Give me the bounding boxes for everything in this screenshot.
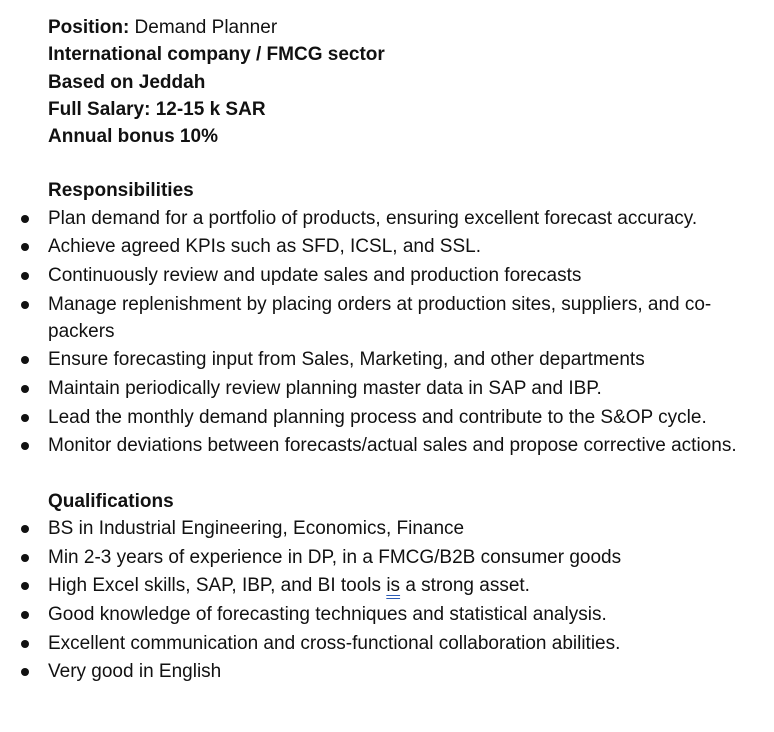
- responsibilities-list: [0, 205, 774, 460]
- bullet-icon: [21, 668, 29, 676]
- list-item-text: Monitor deviations between forecasts/actual sales and propose corrective actions.: [48, 435, 737, 457]
- position-label: Position:: [48, 17, 130, 38]
- spacer: [0, 461, 774, 488]
- list-item: [0, 658, 774, 685]
- company-line: International company / FMCG sector: [48, 44, 385, 66]
- list-item-text: Maintain periodically review planning master data in SAP and IBP.: [48, 378, 602, 400]
- list-item: [0, 205, 774, 232]
- list-item: [0, 291, 774, 346]
- list-item: [0, 601, 774, 628]
- bullet-icon: [21, 525, 29, 533]
- bullet-icon: [21, 356, 29, 364]
- bullet-icon: [21, 554, 29, 562]
- spacer: [0, 150, 774, 177]
- list-item-text: Lead the monthly demand planning process and contribute to the S&OP cycle.: [48, 406, 707, 428]
- list-item: [0, 404, 774, 431]
- list-item-text: Manage replenishment by placing orders at production sites, suppliers, and co-packers: [48, 293, 712, 342]
- bonus-line: Annual bonus 10%: [48, 126, 218, 148]
- list-item: [0, 262, 774, 289]
- list-item: [0, 346, 774, 373]
- bullet-icon: [21, 414, 29, 422]
- location-line: Based on Jeddah: [48, 71, 206, 93]
- list-item: [0, 432, 774, 459]
- job-posting-document: [0, 14, 774, 687]
- responsibilities-heading: Responsibilities: [48, 180, 194, 202]
- qualifications-heading: Qualifications: [48, 490, 174, 512]
- list-item-text: BS in Industrial Engineering, Economics, Finance: [48, 518, 465, 540]
- list-item-text: Continuously review and update sales and production forecasts: [48, 264, 582, 286]
- list-item-text-before: High Excel skills, SAP, IBP, and BI tools: [48, 575, 387, 597]
- position-value: Demand Planner: [129, 17, 278, 38]
- salary-line: Full Salary: 12-15 k SAR: [48, 98, 266, 120]
- list-item: [0, 544, 774, 571]
- bullet-icon: [21, 301, 29, 309]
- bullet-icon: [21, 582, 29, 590]
- list-item: [0, 630, 774, 657]
- grammar-flagged-word[interactable]: is: [386, 575, 401, 597]
- list-item: [0, 375, 774, 402]
- list-item: [0, 515, 774, 542]
- list-item-text: Good knowledge of forecasting techniques and statistical analysis.: [48, 603, 607, 625]
- bullet-icon: [21, 243, 29, 251]
- bullet-icon: [21, 215, 29, 223]
- bullet-icon: [21, 640, 29, 648]
- list-item-text: Min 2-3 years of experience in DP, in a FMCG/B2B consumer goods: [48, 546, 622, 568]
- list-item-text-after: a strong asset.: [400, 575, 530, 597]
- list-item: [0, 233, 774, 260]
- list-item: [0, 572, 774, 599]
- list-item-text: Excellent communication and cross-functional collaboration abilities.: [48, 632, 621, 654]
- list-item-text: Plan demand for a portfolio of products, ensuring excellent forecast accuracy.: [48, 207, 698, 229]
- bullet-icon: [21, 385, 29, 393]
- qualifications-list: [0, 515, 774, 685]
- list-item-text: Achieve agreed KPIs such as SFD, ICSL, and SSL.: [48, 236, 482, 258]
- position-line: [0, 14, 774, 41]
- bullet-icon: [21, 611, 29, 619]
- bullet-icon: [21, 442, 29, 450]
- bullet-icon: [21, 272, 29, 280]
- list-item-text: Very good in English: [48, 661, 222, 683]
- list-item-text: Ensure forecasting input from Sales, Marketing, and other departments: [48, 349, 645, 371]
